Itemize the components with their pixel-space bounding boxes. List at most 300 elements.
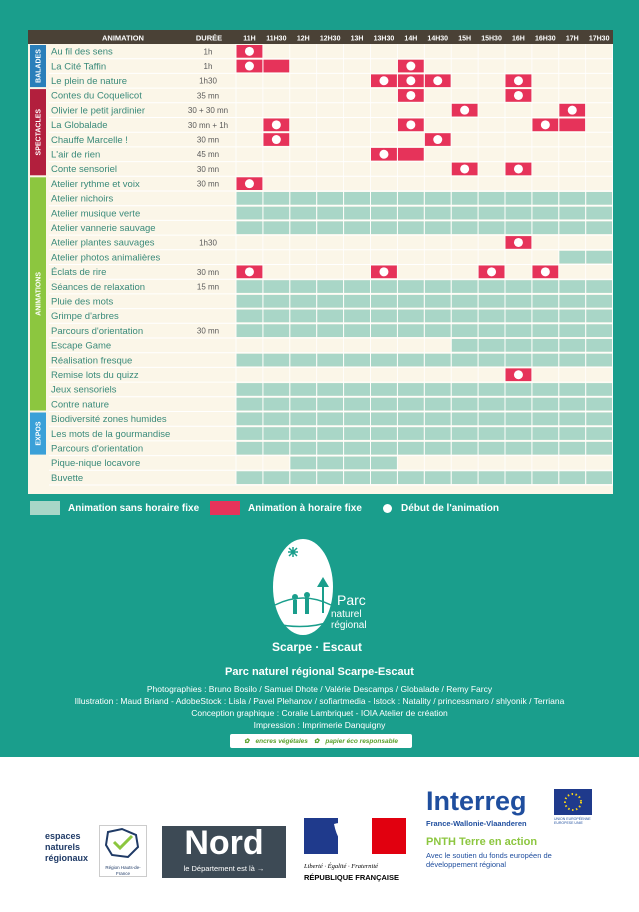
free-slot [371, 413, 397, 426]
free-slot [344, 457, 370, 470]
row-name: Séances de relaxation [51, 281, 146, 293]
start-dot [379, 76, 388, 85]
free-slot [371, 383, 397, 396]
free-slot [506, 471, 532, 484]
free-slot [586, 442, 612, 455]
row-duration: 1h30 [199, 238, 217, 248]
free-slot [586, 339, 612, 352]
row-name: Contes du Coquelicot [51, 90, 142, 102]
free-slot [425, 280, 451, 293]
free-slot [586, 192, 612, 205]
free-slot [452, 207, 478, 220]
start-dot [514, 370, 523, 379]
free-slot [506, 310, 532, 323]
free-slot [506, 207, 532, 220]
free-slot [425, 413, 451, 426]
free-slot [452, 192, 478, 205]
start-dot [379, 150, 388, 159]
free-slot [371, 221, 397, 234]
free-slot [452, 413, 478, 426]
free-slot [452, 383, 478, 396]
schedule-grid [28, 30, 613, 494]
marianne-icon [304, 818, 406, 854]
free-slot [559, 354, 585, 367]
free-slot [586, 310, 612, 323]
free-slot [344, 221, 370, 234]
start-dot [406, 62, 415, 71]
free-slot [263, 295, 289, 308]
free-slot [317, 324, 343, 337]
free-slot [479, 324, 505, 337]
free-slot [559, 310, 585, 323]
free-slot [479, 442, 505, 455]
free-slot [263, 221, 289, 234]
start-dot [460, 106, 469, 115]
row-name: Parcours d'orientation [51, 443, 144, 455]
legend-start [383, 500, 499, 516]
fixed-slot [559, 119, 585, 132]
free-slot [479, 427, 505, 440]
header-time: 17H [565, 35, 579, 43]
fixed-slot [398, 148, 424, 161]
free-slot [506, 192, 532, 205]
free-slot [586, 354, 612, 367]
row-name: Remise lots du quizz [51, 370, 139, 381]
free-slot [344, 310, 370, 323]
free-slot [452, 442, 478, 455]
start-dot [433, 76, 442, 85]
leaf-icon: ✿ [313, 738, 320, 745]
free-slot [398, 442, 424, 455]
free-slot [398, 383, 424, 396]
free-slot [532, 413, 558, 426]
free-slot [371, 192, 397, 205]
free-slot [237, 354, 263, 367]
free-slot [371, 207, 397, 220]
free-slot [371, 471, 397, 484]
free-slot [237, 221, 263, 234]
row-name: Olivier le petit jardinier [51, 105, 145, 117]
row-duration: 30 mn [196, 326, 220, 336]
row-name: Réalisation fresque [51, 355, 133, 367]
free-slot [452, 324, 478, 337]
start-dot [272, 120, 281, 129]
free-slot [506, 339, 532, 352]
row-duration: 45 mn [196, 150, 220, 160]
legend-fixed [210, 500, 362, 516]
start-dot [514, 238, 523, 247]
free-slot [425, 295, 451, 308]
row-duration: 1h [203, 47, 213, 57]
free-slot [344, 280, 370, 293]
free-slot [398, 221, 424, 234]
header-time: 15H30 [481, 35, 502, 43]
header-time: 11H30 [266, 35, 287, 43]
espaces-small: Région Hauts-de-France [105, 865, 141, 876]
free-slot [479, 280, 505, 293]
free-slot [532, 295, 558, 308]
row-name: Biodiversité zones humides [51, 414, 167, 426]
free-slot [425, 427, 451, 440]
pnth-title: PNTH Terre en action [426, 836, 538, 848]
free-slot [506, 280, 532, 293]
free-slot [559, 295, 585, 308]
start-dot [406, 91, 415, 100]
republique-francaise-logo [304, 818, 406, 880]
espaces-l1: espaces [45, 831, 81, 841]
category-label: SPECTACLES [35, 108, 43, 156]
start-dot [433, 135, 442, 144]
free-slot [263, 280, 289, 293]
start-dot [272, 135, 281, 144]
row-name: Au fil des sens [51, 46, 113, 58]
credits-line: Photographies : Bruno Bosilo / Samuel Dhote / Valérie Descamps / Globalade / Remy Farcy [146, 684, 493, 694]
category-label: EXPOS [35, 421, 43, 446]
free-slot [452, 471, 478, 484]
free-slot [371, 280, 397, 293]
legend-start-dot [383, 504, 392, 513]
row-duration: 30 mn [196, 267, 220, 277]
interreg-logo [426, 787, 606, 881]
free-slot [425, 398, 451, 411]
free-slot [344, 324, 370, 337]
free-slot [317, 398, 343, 411]
free-slot [506, 324, 532, 337]
free-slot [263, 207, 289, 220]
row-name: Buvette [51, 472, 84, 484]
header-time: 16H [512, 35, 525, 43]
free-slot [317, 427, 343, 440]
free-slot [371, 427, 397, 440]
row-duration: 1h [203, 62, 213, 71]
row-name: Atelier vannerie sauvage [51, 223, 156, 234]
free-slot [479, 221, 505, 234]
free-slot [371, 310, 397, 323]
row-name: Atelier nichoirs [51, 193, 114, 205]
leaf-icon: ✿ [244, 738, 250, 745]
interreg-sub: France-Wallonie-Vlaanderen [426, 819, 527, 828]
logo-line4: Scarpe · Escaut [272, 640, 363, 654]
free-slot [452, 310, 478, 323]
free-slot [586, 383, 612, 396]
free-slot [263, 192, 289, 205]
free-slot [425, 383, 451, 396]
header-duree: DURÉE [195, 33, 223, 43]
free-slot [317, 457, 343, 470]
free-slot [237, 383, 263, 396]
free-slot [452, 221, 478, 234]
free-slot [263, 442, 289, 455]
free-slot [344, 398, 370, 411]
free-slot [559, 207, 585, 220]
free-slot [506, 354, 532, 367]
free-slot [532, 339, 558, 352]
free-slot [532, 442, 558, 455]
free-slot [263, 354, 289, 367]
start-dot [245, 47, 254, 56]
free-slot [559, 471, 585, 484]
free-slot [290, 310, 316, 323]
free-slot [290, 324, 316, 337]
free-slot [559, 413, 585, 426]
free-slot [559, 324, 585, 337]
free-slot [317, 310, 343, 323]
free-slot [317, 383, 343, 396]
header-time: 16H30 [535, 35, 556, 43]
free-slot [290, 354, 316, 367]
free-slot [344, 192, 370, 205]
row-duration: 30 mn [196, 164, 220, 174]
start-dot [541, 120, 550, 129]
free-slot [290, 442, 316, 455]
free-slot [532, 471, 558, 484]
free-slot [586, 471, 612, 484]
free-slot [317, 192, 343, 205]
free-slot [559, 442, 585, 455]
free-slot [506, 427, 532, 440]
free-slot [479, 383, 505, 396]
free-slot [559, 280, 585, 293]
free-slot [371, 398, 397, 411]
row-name: Atelier musique verte [51, 208, 141, 220]
row-name: Atelier photos animalières [51, 252, 161, 264]
free-slot [452, 339, 478, 352]
row-duration: 15 mn [196, 282, 220, 292]
header-time: 12H30 [319, 35, 341, 43]
credits-title: Parc naturel régional Scarpe-Escaut [225, 666, 414, 678]
header-time: 12H [296, 35, 310, 43]
free-slot [559, 427, 585, 440]
free-slot [479, 354, 505, 367]
free-slot [586, 280, 612, 293]
row-name: La Globalade [51, 120, 108, 132]
start-dot [568, 106, 577, 115]
free-slot [532, 398, 558, 411]
row-name: Escape Game [51, 340, 112, 352]
free-slot [532, 280, 558, 293]
header-time: 13H [350, 35, 364, 43]
row-duration: 30 mn [196, 135, 220, 145]
row-name: Pique-nique locavore [51, 458, 141, 470]
free-slot [425, 324, 451, 337]
free-slot [586, 324, 612, 337]
row-name: Grimpe d'arbres [51, 311, 119, 323]
free-slot [290, 398, 316, 411]
start-dot [245, 267, 254, 276]
free-slot [479, 398, 505, 411]
free-slot [398, 427, 424, 440]
row-name: Contre nature [51, 399, 110, 411]
header-time: 15H [458, 35, 472, 43]
credits-line: Illustration : Maud Briand - AdobeStock : Lisla / Pavel Plehanov / sofiartmedia - Istock : Natality / princessmaro / shlyonik / Terriana [74, 696, 565, 706]
free-slot [425, 192, 451, 205]
free-slot [344, 354, 370, 367]
free-slot [237, 280, 263, 293]
free-slot [344, 207, 370, 220]
interreg-title: Interreg [426, 786, 527, 816]
free-slot [317, 295, 343, 308]
free-slot [398, 310, 424, 323]
row-name: L'air de rien [51, 149, 101, 161]
free-slot [425, 221, 451, 234]
free-slot [452, 354, 478, 367]
row-duration: 30 + 30 mn [187, 106, 229, 116]
free-slot [344, 427, 370, 440]
free-slot [425, 207, 451, 220]
free-slot [237, 398, 263, 411]
free-slot [586, 427, 612, 440]
free-slot [317, 221, 343, 234]
espaces-l2: naturels [45, 842, 81, 852]
free-slot [506, 442, 532, 455]
legend-free-label: Animation sans horaire fixe [68, 502, 200, 514]
row-name: Jeux sensoriels [51, 384, 117, 396]
free-slot [532, 192, 558, 205]
free-slot [263, 398, 289, 411]
credits-line: Impression : Imprimerie Danquigny [253, 720, 386, 730]
free-slot [559, 383, 585, 396]
free-slot [371, 295, 397, 308]
logo-line2: naturel [331, 609, 362, 620]
free-slot [532, 324, 558, 337]
row-duration: 1h30 [199, 76, 217, 86]
logo-line3: régional [331, 620, 367, 631]
free-slot [452, 295, 478, 308]
free-slot [479, 207, 505, 220]
free-slot [506, 221, 532, 234]
free-slot [479, 192, 505, 205]
free-slot [237, 413, 263, 426]
free-slot [586, 413, 612, 426]
start-dot [514, 164, 523, 173]
row-name: Les mots de la gourmandise [51, 428, 171, 440]
rf-motto: Liberté · Égalité · Fraternité [304, 863, 379, 870]
nord-title: Nord [184, 824, 264, 862]
free-slot [506, 413, 532, 426]
row-name: La Cité Taffin [51, 61, 107, 73]
free-slot [317, 413, 343, 426]
free-slot [398, 280, 424, 293]
start-dot [379, 267, 388, 276]
header-animation: ANIMATION [102, 33, 144, 43]
free-slot [263, 324, 289, 337]
row-name: Éclats de rire [51, 267, 107, 279]
free-slot [263, 310, 289, 323]
free-slot [317, 471, 343, 484]
free-slot [290, 413, 316, 426]
free-slot [344, 383, 370, 396]
free-slot [532, 207, 558, 220]
row-name: Atelier rythme et voix [51, 178, 140, 190]
category-label: ANIMATIONS [35, 271, 43, 316]
free-slot [398, 398, 424, 411]
free-slot [371, 442, 397, 455]
free-slot [425, 471, 451, 484]
row-name: Pluie des mots [51, 296, 114, 308]
free-slot [559, 339, 585, 352]
free-slot [344, 295, 370, 308]
start-dot [406, 120, 415, 129]
row-name: Conte sensoriel [51, 164, 118, 176]
free-slot [559, 221, 585, 234]
free-slot [586, 251, 612, 264]
free-slot [532, 310, 558, 323]
free-slot [425, 354, 451, 367]
free-slot [479, 295, 505, 308]
free-slot [290, 221, 316, 234]
free-slot [398, 354, 424, 367]
free-slot [317, 354, 343, 367]
free-slot [317, 207, 343, 220]
free-slot [263, 413, 289, 426]
header-time: 11H [243, 35, 256, 43]
free-slot [398, 471, 424, 484]
eu-label: UNION EUROPÉENNE EUROPESE UNIE [554, 817, 591, 825]
free-slot [532, 221, 558, 234]
free-slot [506, 295, 532, 308]
free-slot [479, 413, 505, 426]
eu-flag-icon [554, 789, 592, 815]
free-slot [479, 471, 505, 484]
free-slot [290, 457, 316, 470]
free-slot [398, 207, 424, 220]
free-slot [425, 442, 451, 455]
free-slot [237, 192, 263, 205]
free-slot [237, 295, 263, 308]
free-slot [237, 324, 263, 337]
free-slot [559, 251, 585, 264]
nord-logo [162, 826, 286, 878]
free-slot [586, 221, 612, 234]
start-dot [460, 164, 469, 173]
free-slot [586, 295, 612, 308]
eco-badge [230, 734, 412, 748]
free-slot [344, 413, 370, 426]
credits-line: Conception graphique : Coralie Lambriquet - IOIA Atelier de création [191, 708, 448, 718]
legend-free [30, 500, 199, 516]
row-duration: 30 mn + 1h [187, 120, 229, 130]
fixed-slot [263, 60, 289, 73]
espaces-l3: régionaux [45, 853, 89, 863]
free-slot [559, 398, 585, 411]
header-time: 13H30 [373, 35, 395, 43]
start-dot [514, 91, 523, 100]
legend-fixed-swatch [210, 501, 240, 515]
free-slot [452, 280, 478, 293]
free-slot [425, 310, 451, 323]
free-slot [263, 383, 289, 396]
eco-right: papier éco responsable [325, 737, 398, 745]
free-slot [532, 427, 558, 440]
free-slot [290, 207, 316, 220]
start-dot [245, 179, 254, 188]
start-dot [245, 62, 254, 71]
free-slot [237, 310, 263, 323]
free-slot [290, 383, 316, 396]
free-slot [317, 280, 343, 293]
logo-line1: Parc [337, 592, 366, 608]
free-slot [586, 398, 612, 411]
category-label: BALADES [35, 49, 43, 83]
eco-left: encres végétales [255, 737, 308, 745]
free-slot [290, 280, 316, 293]
row-duration: 30 mn [196, 179, 220, 189]
free-slot [398, 295, 424, 308]
schedule-table [28, 30, 613, 494]
free-slot [532, 354, 558, 367]
free-slot [398, 324, 424, 337]
legend-start-label: Début de l'animation [401, 502, 499, 514]
